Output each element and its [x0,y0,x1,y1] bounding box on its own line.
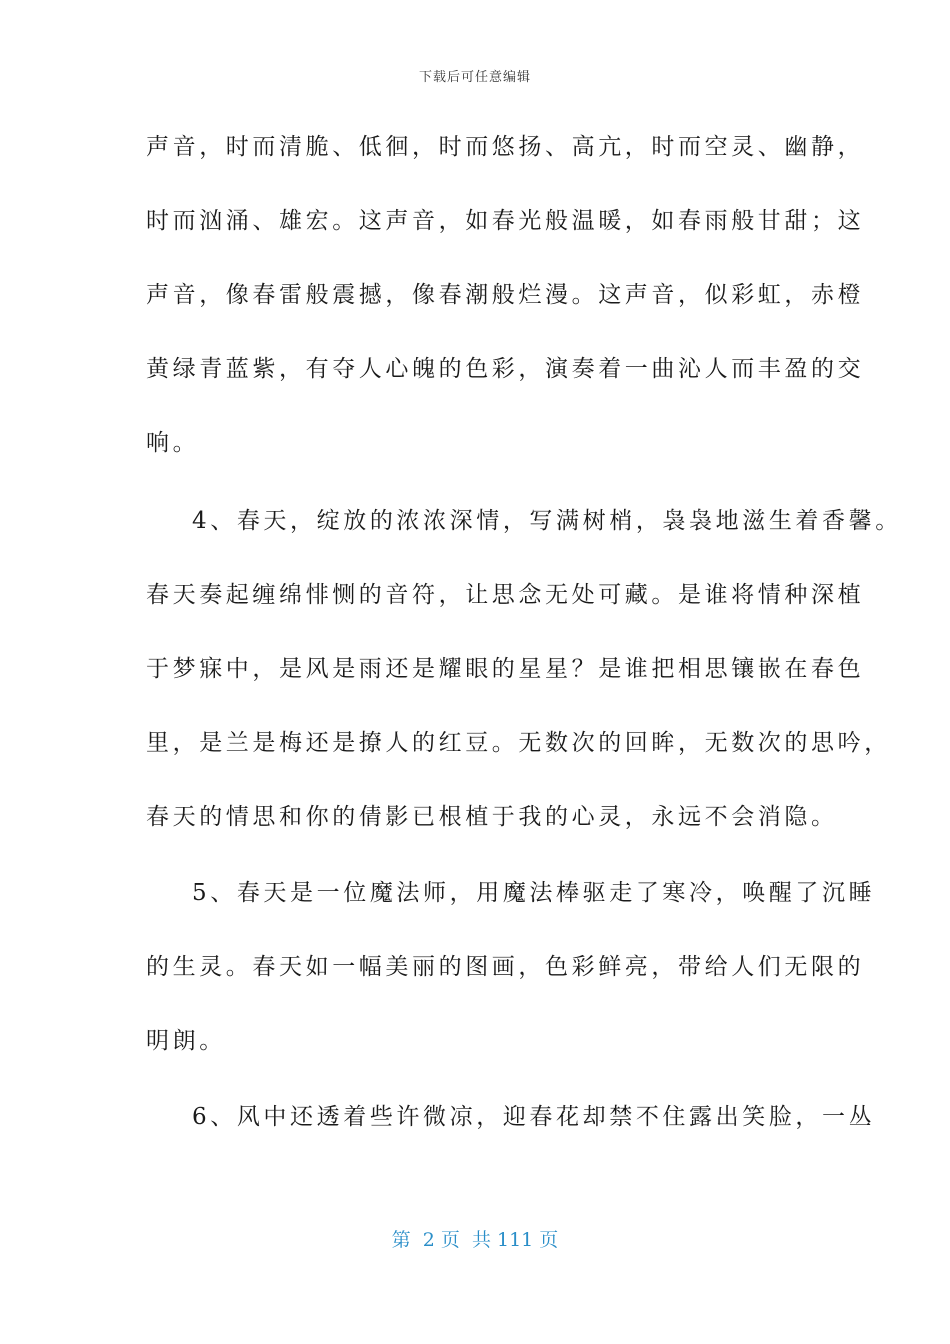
text-line: 里，是兰是梅还是撩人的红豆。无数次的回眸，无数次的思吟， [146,730,891,756]
text-line: 于梦寐中，是风是雨还是耀眼的星星？是谁把相思镶嵌在春色 [146,656,865,682]
text-line: 的生灵。春天如一幅美丽的图画，色彩鲜亮，带给人们无限的 [146,954,865,980]
text-line: 声音，像春雷般震撼，像春潮般烂漫。这声音，似彩虹，赤橙 [146,282,865,308]
text-line: 春天奏起缠绵悱恻的音符，让思念无处可藏。是谁将情种深植 [146,582,865,608]
text-line: 春天的情思和你的倩影已根植于我的心灵，永远不会消隐。 [146,804,838,830]
text-line: 黄绿青蓝紫，有夺人心魄的色彩，演奏着一曲沁人而丰盈的交 [146,356,865,382]
paragraph-start-line: 4、春天，绽放的浓浓深情，写满树梢，袅袅地滋生着香馨。 [192,508,902,534]
header-note: 下载后可任意编辑 [418,70,531,85]
paragraph-start-line: 5、春天是一位魔法师，用魔法棒驱走了寒冷，唤醒了沉睡 [192,880,876,906]
paragraph-start-line: 6、风中还透着些许微凉，迎春花却禁不住露出笑脸，一丛 [192,1104,876,1130]
page-number-footer: 第 2 页 共 111 页 [391,1229,559,1251]
text-line: 时而汹涌、雄宏。这声音，如春光般温暖，如春雨般甘甜；这 [146,208,865,234]
text-line: 明朗。 [146,1028,226,1054]
text-line: 声音，时而清脆、低徊，时而悠扬、高亢，时而空灵、幽静， [146,134,865,160]
text-line: 响。 [146,430,200,456]
